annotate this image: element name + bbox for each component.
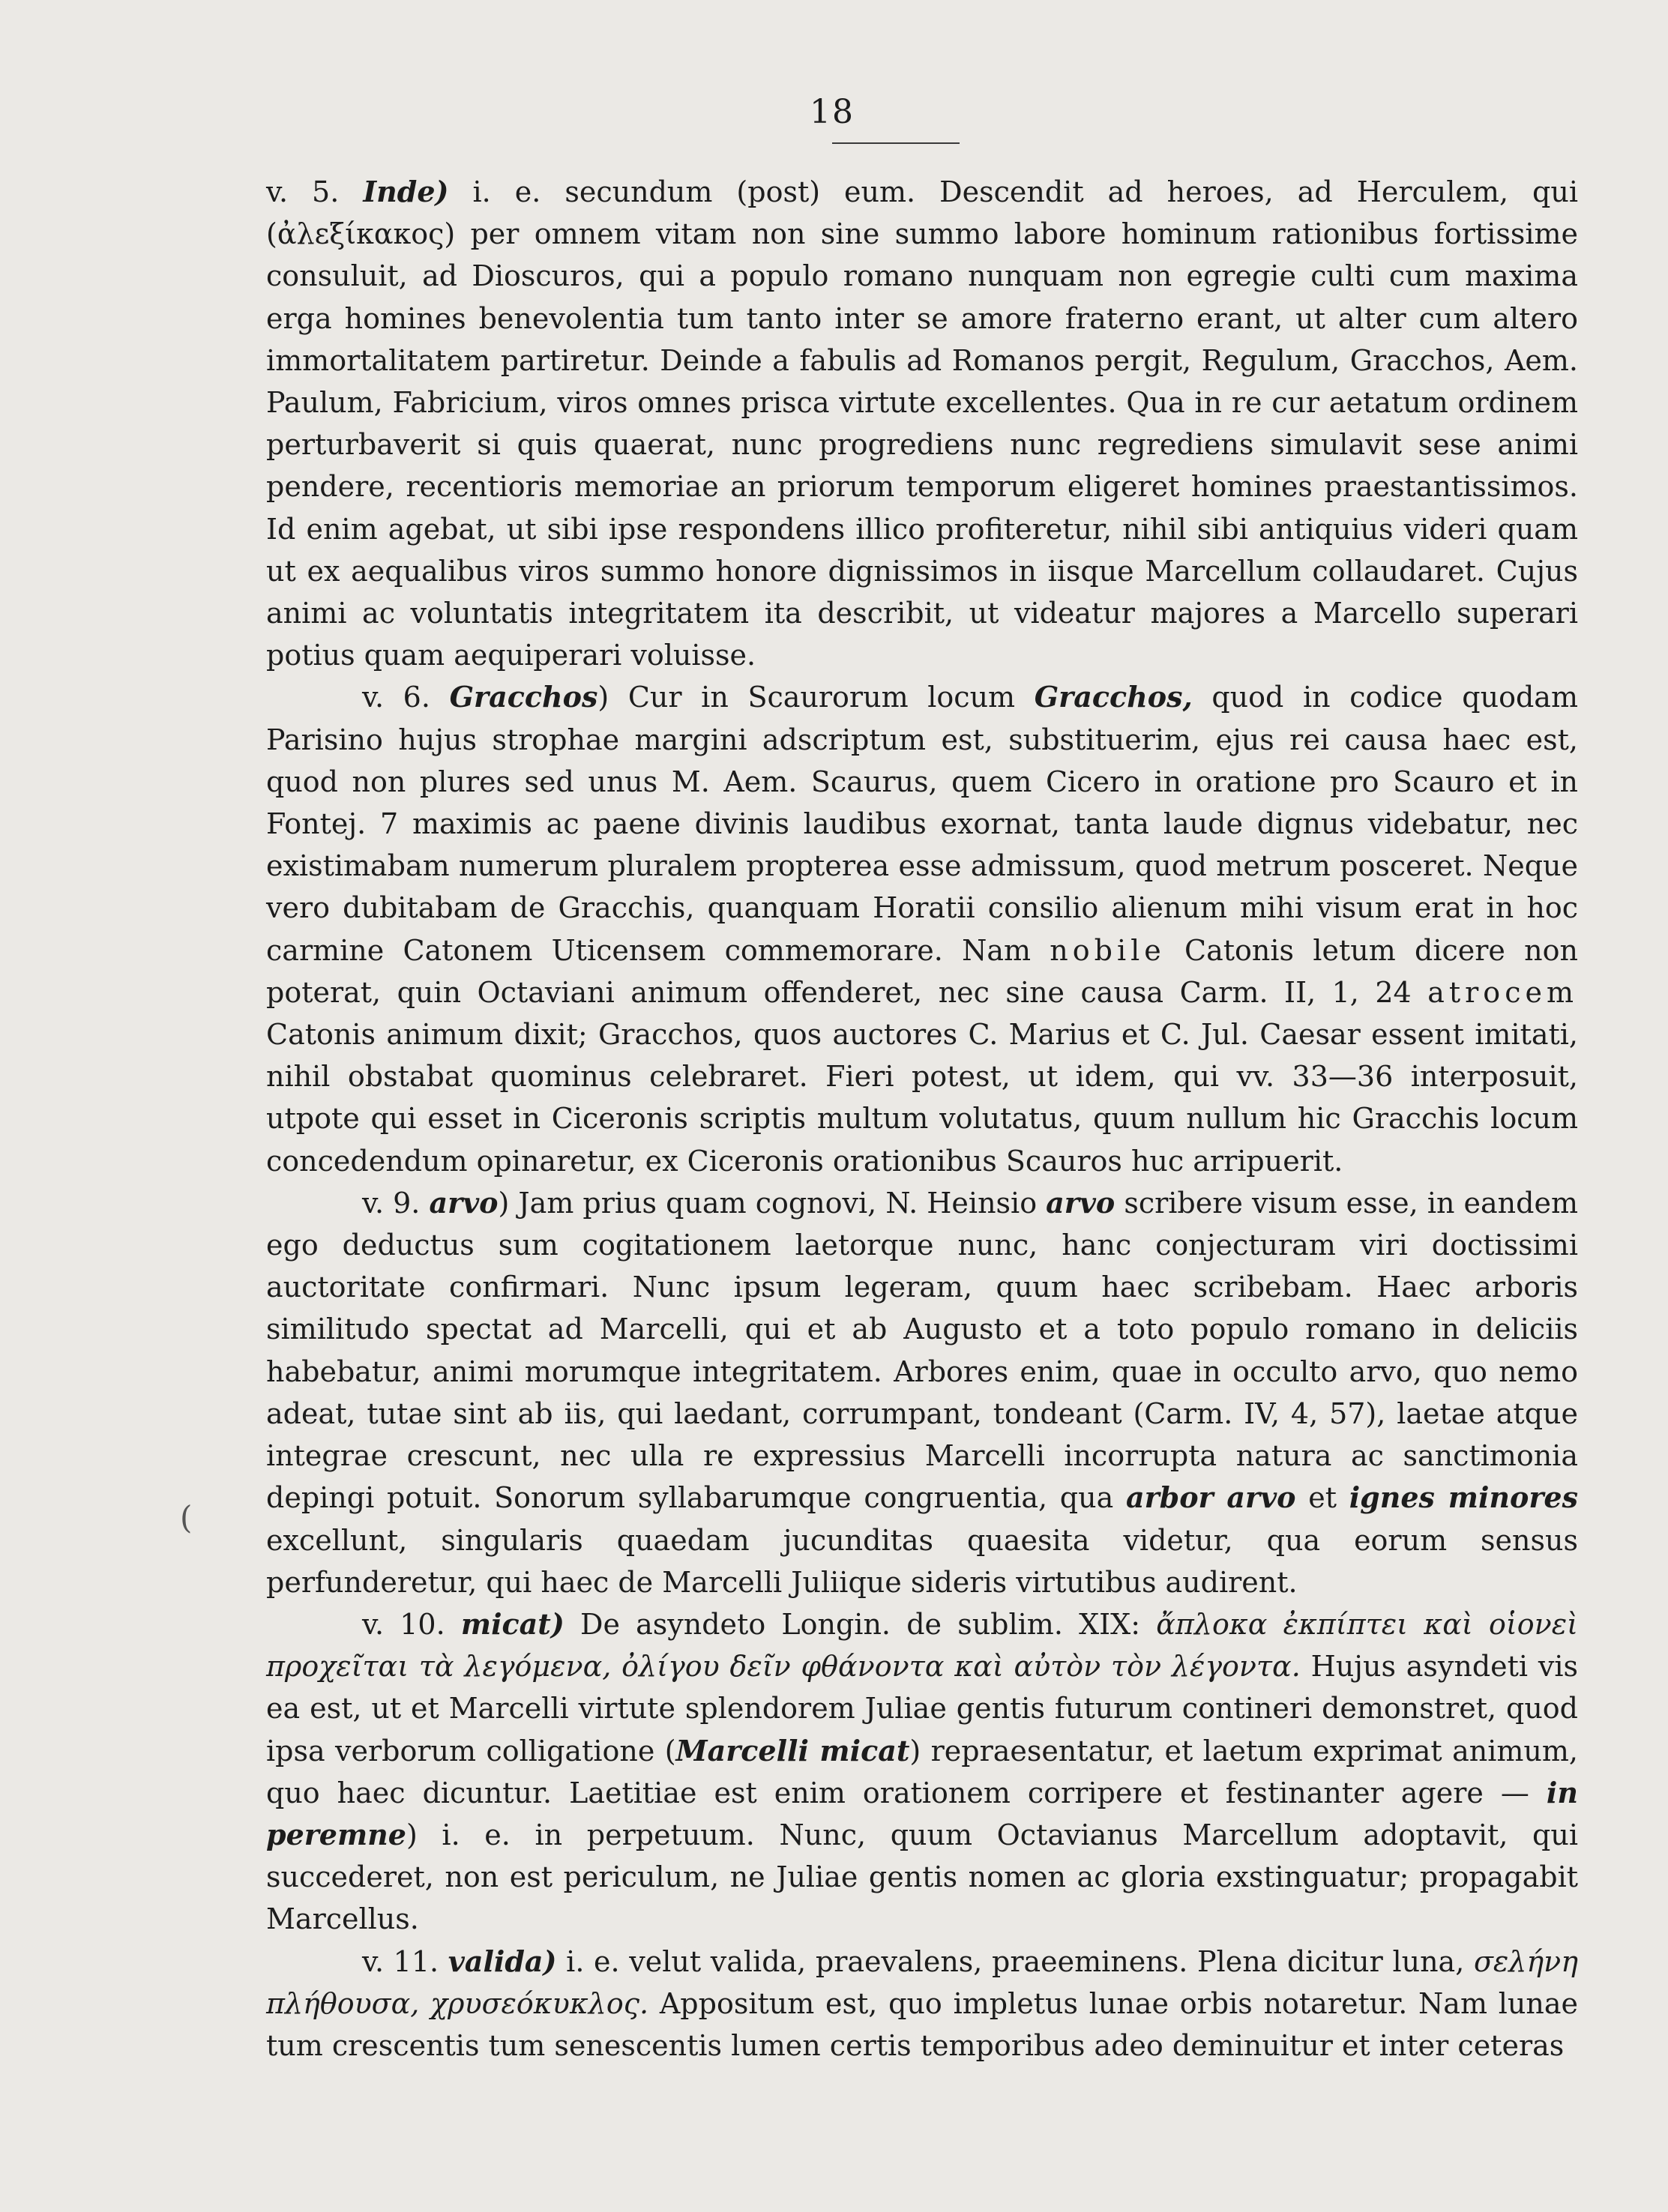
- text-run: i. e. secundum (post) eum. Descendit ad heroes, ad Herculem, qui (ἀλεξίκακος) per omnem vitam non sine summo labore hominum rationibus fortissime consuluit, ad Dioscuros, qui a populo romano nunquam non egregie culti cum maxima erga homines benevolentia tum tanto inter se amore fraterno erant, ut alter cum altero immortalitatem partiretur. Deinde a fabulis ad Romanos pergit, Regulum, Gracchos, Aem. Paulum, Fabricium, viros omnes prisca virtute excellentes. Qua in re cur aetatum ordinem perturbaverit si quis quaerat, nunc progrediens nunc regrediens simulavit sese animi pendere, recentioris memoriae an priorum temporum eligeret homines praestantissimos. Id enim agebat, ut sibi ipse respondens illico profiteretur, nihil sibi antiquius videri quam ut ex aequalibus viros summo honore dignissimos in iisque Marcellum collaudaret. Cujus animi ac voluntatis integritatem ita describit, ut videatur majores a Marcello superari potius quam aequiperari voluisse.: [266, 175, 1578, 672]
- text-run: v. 10.: [362, 1607, 461, 1641]
- text-run: Appositum est, quo impletus lunae orbis notaretur. Nam lunae tum crescentis tum senescentis lumen certis temporibus adeo deminuitur et inter ceteras: [266, 1986, 1578, 2062]
- paragraph-v10: [266, 1603, 1578, 1941]
- lemma-emphasis: ignes minores: [1349, 1480, 1578, 1515]
- text-run: ) Jam prius quam cognovi, N. Heinsio: [498, 1186, 1047, 1220]
- lemma-emphasis: in peremne: [266, 1775, 1578, 1851]
- text-run: v. 5.: [266, 175, 364, 208]
- lemma-emphasis: Inde): [363, 175, 449, 208]
- lemma-emphasis: valida): [448, 1944, 557, 1978]
- page-number: 18: [810, 93, 855, 131]
- commentary-text: [266, 171, 1578, 2067]
- text-run: scribere visum esse, in eandem ego deductus sum cogitationem laetorque nunc, hanc conjecturam viri doctissimi auctoritate confirmari. Nunc ipsum legeram, quum haec scribebam. Haec arboris similitudo spectat ad Marcelli, qui et ab Augusto et a toto populo romano in deliciis habebatur, animi morumque integritatem. Arbores enim, quae in occulto arvo, quo nemo adeat, tutae sint ab iis, qui laedant, corrumpant, tondeant (Carm. IV, 4, 57), laetae atque integrae crescunt, nec ulla re expressius Marcelli incorrupta natura ac sanctimonia depingi potuit. Sonorum syllabarumque congruentia, qua: [266, 1186, 1578, 1515]
- text-run: De asyndeto Longin. de sublim. XIX:: [564, 1607, 1157, 1641]
- text-run: ) repraesentatur, et laetum exprimat animum, quo haec dicuntur. Laetitiae est enim orationem corripere et festinanter agere —: [266, 1734, 1578, 1809]
- text-run: v. 9.: [362, 1186, 430, 1220]
- text-run: Catonis animum dixit; Gracchos, quos auctores C. Marius et C. Jul. Caesar essent imitati, nihil obstabat quominus celebraret. Fieri potest, ut idem, qui vv. 33—36 interposuit, utpote qui esset in Ciceronis scriptis multum volutatus, quum nullum hic Gracchis locum concedendum opinaretur, ex Ciceronis orationibus Scauros huc arripuerit.: [266, 1018, 1578, 1178]
- spaced-emphasis: nobile: [1050, 933, 1166, 967]
- greek-quotation: ἄπλοκα ἐκπίπτει καὶ οἱονεὶ προχεῖται τὰ λεγόμενα, ὀλίγου δεῖν φθάνοντα καὶ αὐτὸν τὸν λέγοντα.: [266, 1607, 1578, 1684]
- text-run: v. 6.: [362, 681, 450, 714]
- margin-pencil-mark: (: [180, 1499, 193, 1536]
- text-run: quod in codice quodam Parisino hujus strophae margini adscriptum est, substituerim, ejus rei causa haec est, quod non plures sed unus M. Aem. Scaurus, quem Cicero in oratione pro Scauro et in Fontej. 7 maximis ac paene divinis laudibus exornat, tanta laude dignus videbatur, nec existimabam numerum pluralem propterea esse admissum, quod metrum posceret. Neque vero dubitabam de Gracchis, quanquam Horatii consilio alienum mihi visum erat in hoc carmine Catonem Uticensem commemorare. Nam: [266, 681, 1578, 967]
- text-run: ) i. e. in perpetuum. Nunc, quum Octavianus Marcellum adoptavit, qui succederet, non est periculum, ne Juliae gentis nomen ac gloria exstinguatur; propagabit Marcellus.: [266, 1818, 1578, 1936]
- greek-quotation: σελήνη πλήθουσα, χρυσεόκυκλος.: [266, 1944, 1578, 2020]
- text-run: i. e. velut valida, praevalens, praeeminens. Plena dicitur luna,: [556, 1944, 1474, 1978]
- lemma-emphasis: arvo: [1046, 1185, 1115, 1220]
- text-run: ) Cur in Scaurorum locum: [597, 681, 1035, 714]
- lemma-emphasis: Gracchos: [449, 680, 598, 714]
- paragraph-v9: [266, 1182, 1578, 1603]
- text-run: et: [1295, 1481, 1349, 1515]
- lemma-emphasis: Marcelli micat: [675, 1733, 910, 1768]
- text-run: excellunt, singularis quaedam jucunditas quaesita videtur, qua eorum sensus perfunderetur, qui haec de Marcelli Juliique sideris virtutibus audirent.: [266, 1523, 1578, 1599]
- paragraph-v11: [266, 1941, 1578, 2067]
- paragraph-v5: [266, 171, 1578, 676]
- page-number-rule: [832, 142, 960, 144]
- text-run: Hujus asyndeti vis ea est, ut et Marcelli virtute splendorem Juliae gentis futurum contineri demonstret, quod ipsa verborum colligatione (: [266, 1650, 1578, 1768]
- spaced-emphasis: atrocem: [1427, 975, 1578, 1009]
- paragraph-v6: [266, 676, 1578, 1181]
- text-run: Catonis letum dicere non poterat, quin Octaviani animum offenderet, nec sine causa Carm. II, 1, 24: [266, 933, 1578, 1009]
- text-run: v. 11.: [362, 1944, 448, 1978]
- lemma-emphasis: arvo: [429, 1185, 499, 1220]
- lemma-emphasis: micat): [460, 1606, 564, 1641]
- lemma-emphasis: Gracchos,: [1034, 680, 1193, 714]
- lemma-emphasis: arbor arvo: [1125, 1480, 1296, 1515]
